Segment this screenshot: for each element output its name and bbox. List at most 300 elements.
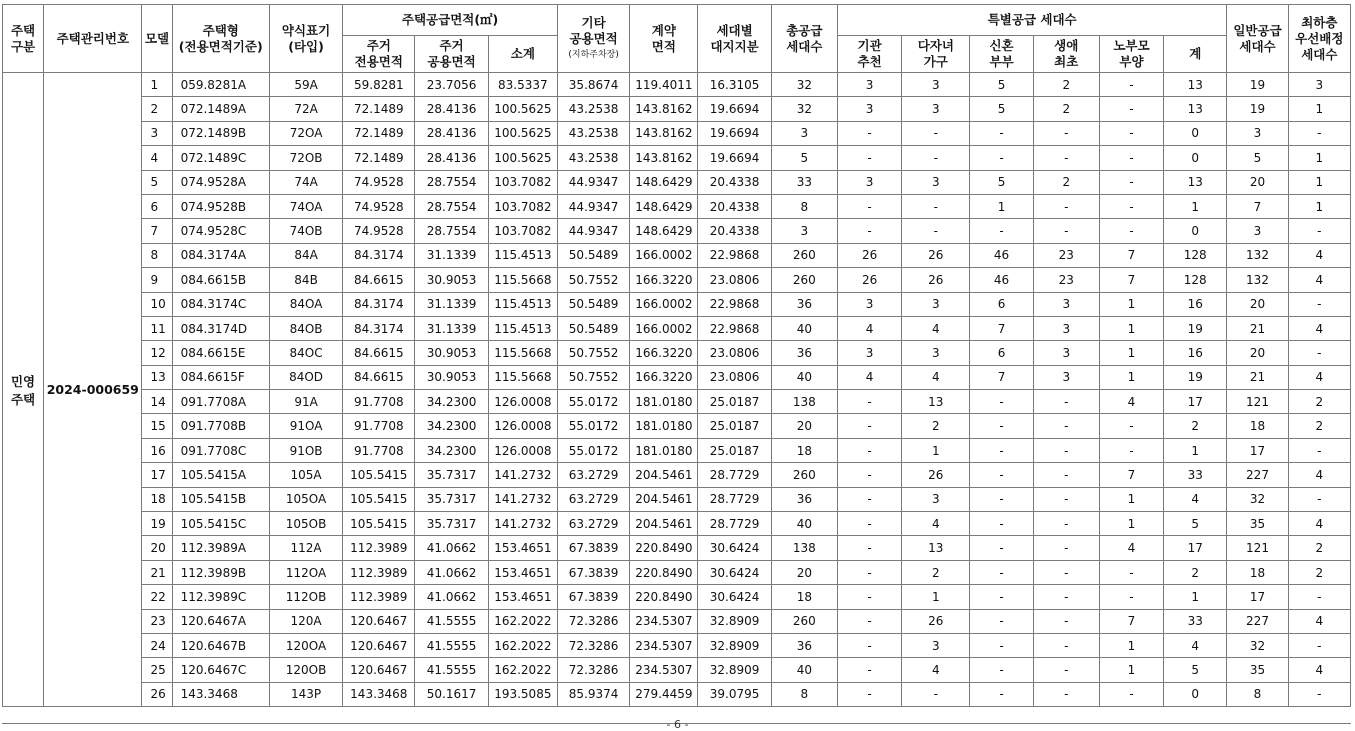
table-cell: 74A — [269, 170, 342, 194]
header-housing-type: 주택 구분 — [3, 5, 44, 73]
table-cell: 20.4338 — [698, 194, 771, 218]
table-cell: 120.6467C — [172, 658, 269, 682]
table-cell: 112.3989 — [343, 560, 415, 584]
table-cell: 26 — [142, 682, 172, 706]
table-cell: 1 — [1288, 97, 1350, 121]
table-cell: 105.5415 — [343, 487, 415, 511]
table-row — [3, 170, 1351, 194]
table-cell: 105OB — [269, 512, 342, 536]
table-cell: 260 — [771, 243, 837, 267]
table-cell: 120.6467 — [343, 633, 415, 657]
table-cell: 1 — [902, 438, 970, 462]
table-cell: 105.5415 — [343, 512, 415, 536]
table-cell: 103.7082 — [488, 219, 557, 243]
table-cell: 220.8490 — [630, 560, 698, 584]
table-cell: - — [1288, 219, 1350, 243]
table-cell: 6 — [970, 341, 1033, 365]
table-cell: 115.4513 — [488, 292, 557, 316]
table-cell: 1 — [142, 73, 172, 97]
table-cell: 20 — [1227, 292, 1288, 316]
table-cell: - — [837, 487, 901, 511]
table-cell: 112.3989 — [343, 585, 415, 609]
table-cell: 166.0002 — [630, 243, 698, 267]
table-cell: - — [1099, 194, 1163, 218]
table-cell: 36 — [771, 341, 837, 365]
table-cell: 1 — [1164, 194, 1227, 218]
table-cell: - — [1099, 682, 1163, 706]
table-cell: - — [970, 633, 1033, 657]
table-cell: 128 — [1164, 243, 1227, 267]
table-cell: 4 — [1164, 487, 1227, 511]
table-cell: 33 — [771, 170, 837, 194]
table-cell: 15 — [142, 414, 172, 438]
table-cell: 91.7708 — [343, 438, 415, 462]
table-cell: 3 — [837, 341, 901, 365]
table-cell: 20.4338 — [698, 170, 771, 194]
table-cell: 1 — [1099, 658, 1163, 682]
table-cell: 1 — [902, 585, 970, 609]
table-cell: 4 — [902, 658, 970, 682]
table-cell: 141.2732 — [488, 463, 557, 487]
table-row — [3, 560, 1351, 584]
table-row — [3, 268, 1351, 292]
table-cell: 141.2732 — [488, 512, 557, 536]
table-cell: 148.6429 — [630, 170, 698, 194]
table-cell: 72OB — [269, 146, 342, 170]
table-cell: 30.9053 — [415, 268, 488, 292]
table-cell: 19 — [1227, 73, 1288, 97]
table-cell: 4 — [1288, 512, 1350, 536]
table-row — [3, 194, 1351, 218]
table-cell: 46 — [970, 243, 1033, 267]
table-cell: 23 — [142, 609, 172, 633]
table-cell: 5 — [142, 170, 172, 194]
table-cell: 2 — [1033, 73, 1099, 97]
table-cell: 17 — [142, 463, 172, 487]
table-row — [3, 536, 1351, 560]
table-cell: 35 — [1227, 658, 1288, 682]
table-cell: 7 — [970, 365, 1033, 389]
table-cell: 26 — [902, 463, 970, 487]
table-cell: 074.9528B — [172, 194, 269, 218]
table-body — [3, 73, 1351, 707]
table-cell: - — [1033, 463, 1099, 487]
table-cell: 30.6424 — [698, 585, 771, 609]
table-cell: 084.6615B — [172, 268, 269, 292]
table-cell: - — [970, 414, 1033, 438]
header-land: 세대별 대지지분 — [698, 5, 771, 73]
table-cell: 28.4136 — [415, 97, 488, 121]
table-cell: 28.7554 — [415, 170, 488, 194]
table-cell: 112.3989C — [172, 585, 269, 609]
table-cell: - — [837, 390, 901, 414]
table-row — [3, 219, 1351, 243]
table-cell: 3 — [1288, 73, 1350, 97]
table-cell: 7 — [1099, 243, 1163, 267]
header-total-supply: 총공급 세대수 — [771, 5, 837, 73]
table-cell: 28.7729 — [698, 512, 771, 536]
table-cell: 132 — [1227, 243, 1288, 267]
table-cell: 23.0806 — [698, 365, 771, 389]
table-cell: - — [970, 438, 1033, 462]
table-cell: 19.6694 — [698, 97, 771, 121]
table-cell: 33 — [1164, 463, 1227, 487]
table-cell: 3 — [902, 73, 970, 97]
table-cell: - — [837, 438, 901, 462]
table-cell: 3 — [837, 170, 901, 194]
header-other-common-label: 기타 공용면적 — [569, 14, 618, 46]
table-row — [3, 585, 1351, 609]
table-cell: 34.2300 — [415, 438, 488, 462]
table-cell: 260 — [771, 609, 837, 633]
table-cell: 072.1489B — [172, 121, 269, 145]
table-cell: 30.9053 — [415, 365, 488, 389]
header-exclusive: 주거 전용면적 — [343, 36, 415, 73]
table-cell: 084.3174A — [172, 243, 269, 267]
table-cell: 141.2732 — [488, 487, 557, 511]
header-inst: 기관 추천 — [837, 36, 901, 73]
mgmt-no-cell: 2024-000659 — [44, 73, 142, 707]
table-cell: 41.5555 — [415, 658, 488, 682]
table-cell: 128 — [1164, 268, 1227, 292]
table-cell: 16 — [1164, 292, 1227, 316]
table-cell: 84.3174 — [343, 316, 415, 340]
table-cell: - — [1033, 414, 1099, 438]
table-cell: 35.7317 — [415, 512, 488, 536]
table-row — [3, 463, 1351, 487]
table-cell: 084.6615F — [172, 365, 269, 389]
table-cell: 3 — [1227, 121, 1288, 145]
table-cell: 67.3839 — [557, 585, 629, 609]
table-cell: 30.6424 — [698, 536, 771, 560]
table-cell: 32 — [1227, 633, 1288, 657]
table-cell: 41.0662 — [415, 536, 488, 560]
table-cell: 115.4513 — [488, 316, 557, 340]
table-cell: 279.4459 — [630, 682, 698, 706]
table-cell: 41.5555 — [415, 633, 488, 657]
table-cell: 21 — [142, 560, 172, 584]
table-cell: 100.5625 — [488, 97, 557, 121]
header-first: 생애 최초 — [1033, 36, 1099, 73]
table-cell: 84OA — [269, 292, 342, 316]
table-cell: 220.8490 — [630, 536, 698, 560]
table-cell: 44.9347 — [557, 170, 629, 194]
table-cell: 50.1617 — [415, 682, 488, 706]
table-cell: 0 — [1164, 121, 1227, 145]
header-multi: 다자녀 가구 — [902, 36, 970, 73]
table-cell: 44.9347 — [557, 219, 629, 243]
supply-table — [2, 4, 1351, 707]
table-cell: - — [1033, 658, 1099, 682]
table-cell: 74.9528 — [343, 170, 415, 194]
table-cell: 18 — [1227, 560, 1288, 584]
table-cell: 121 — [1227, 536, 1288, 560]
table-cell: - — [970, 390, 1033, 414]
table-cell: 105.5415A — [172, 463, 269, 487]
table-cell: 2 — [1033, 170, 1099, 194]
table-cell: 7 — [1099, 463, 1163, 487]
header-lowest: 최하층 우선배정 세대수 — [1288, 5, 1350, 73]
table-cell: 84.3174 — [343, 243, 415, 267]
table-cell: 105.5415 — [343, 463, 415, 487]
table-cell: 074.9528C — [172, 219, 269, 243]
table-cell: 3 — [1227, 219, 1288, 243]
table-cell: - — [970, 560, 1033, 584]
table-cell: 148.6429 — [630, 219, 698, 243]
table-cell: 13 — [1164, 170, 1227, 194]
table-cell: 166.3220 — [630, 268, 698, 292]
table-cell: 204.5461 — [630, 487, 698, 511]
table-cell: - — [970, 585, 1033, 609]
table-cell: 234.5307 — [630, 609, 698, 633]
table-cell: 8 — [142, 243, 172, 267]
table-cell: - — [1099, 219, 1163, 243]
table-cell: 9 — [142, 268, 172, 292]
table-cell: 074.9528A — [172, 170, 269, 194]
table-cell: 181.0180 — [630, 438, 698, 462]
table-cell: 84.6615 — [343, 365, 415, 389]
table-cell: 1 — [1099, 512, 1163, 536]
table-cell: - — [1033, 438, 1099, 462]
table-cell: 41.5555 — [415, 609, 488, 633]
table-cell: 7 — [142, 219, 172, 243]
table-cell: 4 — [1288, 609, 1350, 633]
table-cell: 105.5415B — [172, 487, 269, 511]
table-cell: 119.4011 — [630, 73, 698, 97]
table-cell: 153.4651 — [488, 560, 557, 584]
table-cell: - — [970, 146, 1033, 170]
table-cell: 084.6615E — [172, 341, 269, 365]
table-row — [3, 121, 1351, 145]
table-cell: 36 — [771, 487, 837, 511]
table-cell: 193.5085 — [488, 682, 557, 706]
table-cell: 84B — [269, 268, 342, 292]
table-cell: 4 — [837, 316, 901, 340]
table-cell: - — [1099, 121, 1163, 145]
table-cell: 72OA — [269, 121, 342, 145]
table-cell: 2 — [1164, 414, 1227, 438]
table-cell: 19 — [1164, 365, 1227, 389]
table-cell: 20 — [142, 536, 172, 560]
table-cell: 17 — [1227, 438, 1288, 462]
table-cell: 34.2300 — [415, 414, 488, 438]
table-cell: 30.6424 — [698, 560, 771, 584]
table-cell: - — [1033, 390, 1099, 414]
table-cell: 4 — [1288, 658, 1350, 682]
table-cell: 8 — [771, 194, 837, 218]
table-cell: - — [902, 146, 970, 170]
table-cell: 32.8909 — [698, 633, 771, 657]
table-cell: 103.7082 — [488, 194, 557, 218]
table-row — [3, 512, 1351, 536]
table-cell: 91OB — [269, 438, 342, 462]
table-cell: 0 — [1164, 146, 1227, 170]
table-cell: - — [837, 585, 901, 609]
table-cell: - — [1099, 414, 1163, 438]
table-cell: 19 — [142, 512, 172, 536]
table-cell: 153.4651 — [488, 585, 557, 609]
table-row — [3, 97, 1351, 121]
table-cell: 132 — [1227, 268, 1288, 292]
table-cell: 32 — [771, 97, 837, 121]
table-cell: 4 — [1288, 316, 1350, 340]
table-cell: 43.2538 — [557, 97, 629, 121]
table-cell: 072.1489A — [172, 97, 269, 121]
table-cell: 5 — [970, 73, 1033, 97]
table-cell: 19.6694 — [698, 121, 771, 145]
header-model: 모델 — [142, 5, 172, 73]
table-cell: - — [837, 658, 901, 682]
table-cell: 1 — [1099, 316, 1163, 340]
table-cell: - — [970, 512, 1033, 536]
table-cell: 115.5668 — [488, 268, 557, 292]
table-cell: 143.8162 — [630, 97, 698, 121]
table-cell: 50.5489 — [557, 243, 629, 267]
table-cell: 4 — [1099, 390, 1163, 414]
table-cell: 181.0180 — [630, 390, 698, 414]
table-cell: 14 — [142, 390, 172, 414]
table-cell: 36 — [771, 633, 837, 657]
header-subtotal: 소계 — [488, 36, 557, 73]
table-cell: 3 — [771, 219, 837, 243]
table-cell: 12 — [142, 341, 172, 365]
table-cell: 4 — [1288, 463, 1350, 487]
table-cell: 120.6467 — [343, 658, 415, 682]
table-cell: - — [1288, 438, 1350, 462]
table-cell: 74OA — [269, 194, 342, 218]
table-cell: 84OD — [269, 365, 342, 389]
table-cell: 22 — [142, 585, 172, 609]
table-cell: 63.2729 — [557, 463, 629, 487]
table-cell: 17 — [1164, 536, 1227, 560]
table-cell: 3 — [837, 73, 901, 97]
table-cell: 91A — [269, 390, 342, 414]
table-cell: 24 — [142, 633, 172, 657]
table-cell: 85.9374 — [557, 682, 629, 706]
table-cell: 204.5461 — [630, 463, 698, 487]
table-cell: 4 — [1288, 268, 1350, 292]
table-cell: 26 — [902, 609, 970, 633]
table-cell: 72.3286 — [557, 609, 629, 633]
table-row — [3, 390, 1351, 414]
table-cell: 23 — [1033, 268, 1099, 292]
table-cell: 72.3286 — [557, 658, 629, 682]
table-cell: 22.9868 — [698, 243, 771, 267]
table-cell: 31.1339 — [415, 316, 488, 340]
table-cell: 25 — [142, 658, 172, 682]
table-cell: 83.5337 — [488, 73, 557, 97]
table-cell: - — [970, 121, 1033, 145]
table-cell: 28.4136 — [415, 146, 488, 170]
table-cell: 67.3839 — [557, 536, 629, 560]
table-cell: - — [1033, 194, 1099, 218]
table-cell: 3 — [902, 633, 970, 657]
table-cell: 3 — [771, 121, 837, 145]
table-cell: 32.8909 — [698, 658, 771, 682]
table-cell: 4 — [837, 365, 901, 389]
table-cell: 112.3989B — [172, 560, 269, 584]
table-cell: 143.8162 — [630, 121, 698, 145]
table-cell: 3 — [902, 487, 970, 511]
table-cell: 55.0172 — [557, 438, 629, 462]
table-cell: 20 — [771, 414, 837, 438]
table-cell: 28.7729 — [698, 463, 771, 487]
table-cell: 091.7708B — [172, 414, 269, 438]
table-cell: 32.8909 — [698, 609, 771, 633]
table-cell: - — [902, 121, 970, 145]
header-common: 주거 공용면적 — [415, 36, 488, 73]
table-cell: 26 — [837, 243, 901, 267]
table-cell: - — [837, 609, 901, 633]
table-cell: 126.0008 — [488, 414, 557, 438]
table-cell: 18 — [1227, 414, 1288, 438]
table-cell: 260 — [771, 268, 837, 292]
table-cell: 32 — [771, 73, 837, 97]
table-cell: 120.6467B — [172, 633, 269, 657]
table-cell: 55.0172 — [557, 414, 629, 438]
table-row — [3, 341, 1351, 365]
table-cell: 5 — [970, 170, 1033, 194]
header-house-type: 주택형 (전용면적기준) — [172, 5, 269, 73]
table-cell: 3 — [837, 97, 901, 121]
table-cell: - — [902, 682, 970, 706]
table-cell: 120.6467A — [172, 609, 269, 633]
table-cell: 84A — [269, 243, 342, 267]
table-cell: 166.0002 — [630, 292, 698, 316]
table-cell: 4 — [902, 365, 970, 389]
table-cell: 40 — [771, 512, 837, 536]
table-cell: 2 — [1288, 536, 1350, 560]
table-cell: 5 — [970, 97, 1033, 121]
table-cell: 120A — [269, 609, 342, 633]
table-cell: 148.6429 — [630, 194, 698, 218]
table-cell: 3 — [142, 121, 172, 145]
table-cell: 112.3989A — [172, 536, 269, 560]
table-cell: - — [1288, 585, 1350, 609]
table-cell: 4 — [1099, 536, 1163, 560]
table-cell: 166.3220 — [630, 365, 698, 389]
table-cell: 23.0806 — [698, 268, 771, 292]
table-cell: 260 — [771, 463, 837, 487]
table-cell: 34.2300 — [415, 390, 488, 414]
table-cell: 112OB — [269, 585, 342, 609]
table-cell: 5 — [1164, 658, 1227, 682]
table-cell: 138 — [771, 390, 837, 414]
table-cell: 55.0172 — [557, 390, 629, 414]
table-cell: 13 — [1164, 97, 1227, 121]
table-cell: 44.9347 — [557, 194, 629, 218]
table-cell: 16.3105 — [698, 73, 771, 97]
table-cell: 16 — [142, 438, 172, 462]
table-cell: 40 — [771, 365, 837, 389]
table-cell: 181.0180 — [630, 414, 698, 438]
table-cell: 100.5625 — [488, 146, 557, 170]
table-cell: 4 — [902, 316, 970, 340]
table-cell: 115.5668 — [488, 341, 557, 365]
table-cell: 13 — [902, 536, 970, 560]
table-row — [3, 243, 1351, 267]
table-cell: - — [837, 219, 901, 243]
table-cell: 22.9868 — [698, 292, 771, 316]
table-cell: 35.8674 — [557, 73, 629, 97]
table-cell: 2 — [1033, 97, 1099, 121]
table-cell: 40 — [771, 658, 837, 682]
table-cell: 143.3468 — [343, 682, 415, 706]
table-cell: 19 — [1227, 97, 1288, 121]
table-cell: 26 — [902, 243, 970, 267]
table-cell: - — [1288, 633, 1350, 657]
table-cell: 21 — [1227, 316, 1288, 340]
